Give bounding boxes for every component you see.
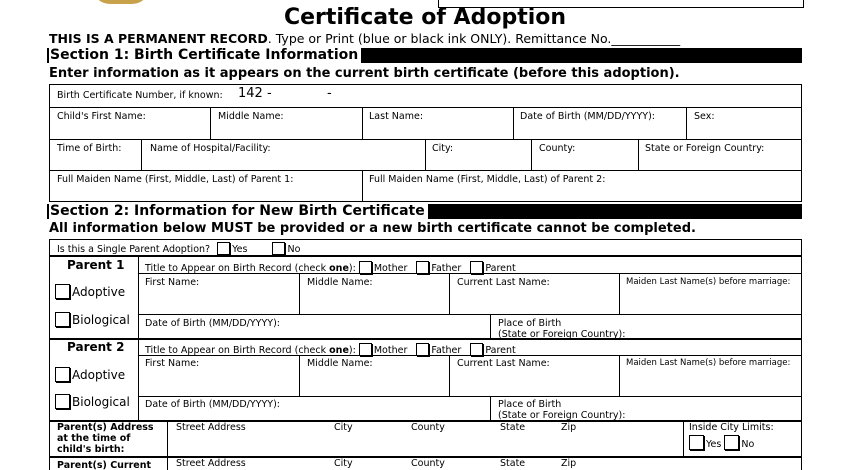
current-state[interactable]: State <box>500 458 526 469</box>
address-county[interactable]: County <box>411 422 445 433</box>
parent2-current-last[interactable]: Current Last Name: <box>457 358 550 369</box>
single-parent-label: Is this a Single Parent Adoption? <box>57 244 211 255</box>
parent1-parent-label: Parent <box>485 263 516 274</box>
p1-div-a <box>299 273 300 314</box>
parent1-pob-line2: (State or Foreign Country): <box>498 329 626 340</box>
bc-number-dash: - <box>327 86 332 101</box>
address-zip[interactable]: Zip <box>561 422 577 433</box>
p2-line-2 <box>138 396 802 397</box>
inside-city-yes-label: Yes <box>706 439 722 450</box>
bc-number-field[interactable]: 142 - <box>238 86 272 101</box>
parent2-title-one: one <box>329 345 349 356</box>
parent2-biological-label: Biological <box>72 395 130 409</box>
s1-div-d <box>686 107 687 139</box>
parent1-maiden-last[interactable]: Maiden Last Name(s) before marriage: <box>626 277 791 287</box>
address-label-1: Parent(s) Address <box>57 422 154 433</box>
parent1-middle-name[interactable]: Middle Name: <box>307 277 373 288</box>
single-no-label: No <box>287 244 301 255</box>
parent2-dob[interactable]: Date of Birth (MM/DD/YYYY): <box>145 399 280 410</box>
parent1-dob[interactable]: Date of Birth (MM/DD/YYYY): <box>145 318 280 329</box>
parent1-mother-label: Mother <box>373 263 408 274</box>
s1-div-a <box>210 107 211 139</box>
hospital-label[interactable]: Name of Hospital/Facility: <box>150 143 271 154</box>
s1-row-line-3 <box>49 170 802 171</box>
inside-city-yes-checkbox[interactable] <box>689 435 704 450</box>
parent2-adoptive-checkbox[interactable] <box>55 367 70 382</box>
maiden-parent1-label[interactable]: Full Maiden Name (First, Middle, Last) of Parent 1: <box>57 174 294 185</box>
city-label[interactable]: City: <box>432 143 454 154</box>
p2-div-b <box>449 355 450 396</box>
parent1-pob-line1[interactable]: Place of Birth <box>498 318 562 329</box>
s1-div-c <box>513 107 514 139</box>
address-label-3: child's birth: <box>57 444 125 455</box>
bc-number-label: Birth Certificate Number, if known: <box>57 90 223 101</box>
parent2-parent-label: Parent <box>485 345 516 356</box>
address-city[interactable]: City <box>334 422 353 433</box>
parent1-adoptive-checkbox[interactable] <box>55 284 70 299</box>
record-bold: THIS IS A PERMANENT RECORD <box>49 31 268 46</box>
address-state[interactable]: State <box>500 422 526 433</box>
current-address-label: Parent(s) Current <box>57 460 152 470</box>
parent2-maiden-last[interactable]: Maiden Last Name(s) before marriage: <box>626 358 791 368</box>
p2-div-d <box>490 396 491 421</box>
current-city[interactable]: City <box>334 458 353 469</box>
address-street[interactable]: Street Address <box>176 422 246 433</box>
section1-instruction: Enter information as it appears on the current birth certificate (before this adoption). <box>49 66 680 81</box>
parent2-biological-checkbox[interactable] <box>55 394 70 409</box>
parent1-father-label: Father <box>431 263 462 274</box>
time-of-birth-label[interactable]: Time of Birth: <box>57 143 122 154</box>
county-label[interactable]: County: <box>539 143 576 154</box>
sex-label[interactable]: Sex: <box>694 111 715 122</box>
parent2-heading: Parent 2 <box>67 340 125 354</box>
current-zip[interactable]: Zip <box>561 458 577 469</box>
s1-div-e <box>141 139 142 170</box>
child-first-name-label[interactable]: Child's First Name: <box>57 111 146 122</box>
parent1-title-end: ): <box>348 263 356 274</box>
addr-right-col <box>683 421 684 457</box>
parent2-adoptive <box>55 367 125 382</box>
current-county[interactable]: County <box>411 458 445 469</box>
section2-instruction: All information below MUST be provided or a new birth certificate cannot be completed. <box>49 221 696 236</box>
p2-left-col <box>138 339 139 421</box>
p1-div-d <box>490 314 491 339</box>
s1-div-f <box>425 139 426 170</box>
p2-div-a <box>299 355 300 396</box>
parent1-biological-checkbox[interactable] <box>55 312 70 327</box>
parent1-title-label: Title to Appear on Birth Record (check <box>145 263 330 274</box>
address-label-2: at the time of <box>57 433 131 444</box>
s1-div-h <box>638 139 639 170</box>
parent1-adoptive <box>55 284 125 299</box>
parent1-first-name[interactable]: First Name: <box>145 277 200 288</box>
parent1-title-one: one <box>329 263 349 274</box>
parent1-adoptive-label: Adoptive <box>72 285 126 299</box>
inside-city-label: Inside City Limits: <box>689 422 774 433</box>
parent1-current-last[interactable]: Current Last Name: <box>457 277 550 288</box>
inside-city-no-checkbox[interactable] <box>724 435 739 450</box>
parent1-biological-label: Biological <box>72 313 130 327</box>
last-name-label[interactable]: Last Name: <box>369 111 424 122</box>
p2-line-1 <box>138 355 802 356</box>
parent2-pob-line1[interactable]: Place of Birth <box>498 399 562 410</box>
p1-line-2 <box>138 314 802 315</box>
parent2-father-label: Father <box>431 345 462 356</box>
single-yes-label: Yes <box>232 244 248 255</box>
parent2-adoptive-label: Adoptive <box>72 368 126 382</box>
current-street[interactable]: Street Address <box>176 458 246 469</box>
parent2-biological <box>55 394 130 409</box>
maiden-parent2-label[interactable]: Full Maiden Name (First, Middle, Last) of Parent 2: <box>369 174 606 185</box>
s1-row-line-1 <box>49 107 802 108</box>
page-title: Certificate of Adoption <box>283 5 567 30</box>
single-parent-question <box>57 242 300 255</box>
single-no-checkbox[interactable] <box>272 242 285 255</box>
record-instruction <box>49 32 680 46</box>
section1-title: Section 1: Birth Certificate Information <box>49 48 361 63</box>
parent2-mother-label: Mother <box>373 345 408 356</box>
parent2-title-end: ): <box>348 345 356 356</box>
inside-city-no-label: No <box>741 439 755 450</box>
p1-div-b <box>449 273 450 314</box>
parent2-middle-name[interactable]: Middle Name: <box>307 358 373 369</box>
s1-div-i <box>362 170 363 202</box>
p2-div-c <box>619 355 620 396</box>
parent2-title-label: Title to Appear on Birth Record (check <box>145 345 330 356</box>
inside-city-options <box>689 435 754 450</box>
section2-title: Section 2: Information for New Birth Certificate <box>49 204 428 219</box>
s1-div-b <box>362 107 363 139</box>
single-yes-checkbox[interactable] <box>217 242 230 255</box>
middle-name-label[interactable]: Middle Name: <box>218 111 284 122</box>
record-rest: . Type or Print (blue or black ink ONLY). Remittance No.___________ <box>267 31 681 46</box>
s1-div-g <box>531 139 532 170</box>
p1-div-c <box>619 273 620 314</box>
parent2-pob-line2: (State or Foreign Country): <box>498 410 626 421</box>
seal-logo <box>92 0 150 4</box>
parent1-heading: Parent 1 <box>67 258 125 272</box>
p1-line-1 <box>138 273 802 274</box>
parent2-first-name[interactable]: First Name: <box>145 358 200 369</box>
state-label[interactable]: State or Foreign Country: <box>645 143 765 154</box>
parent1-biological <box>55 312 130 327</box>
p1-left-col <box>138 256 139 339</box>
dob-label[interactable]: Date of Birth (MM/DD/YYYY): <box>520 111 655 122</box>
